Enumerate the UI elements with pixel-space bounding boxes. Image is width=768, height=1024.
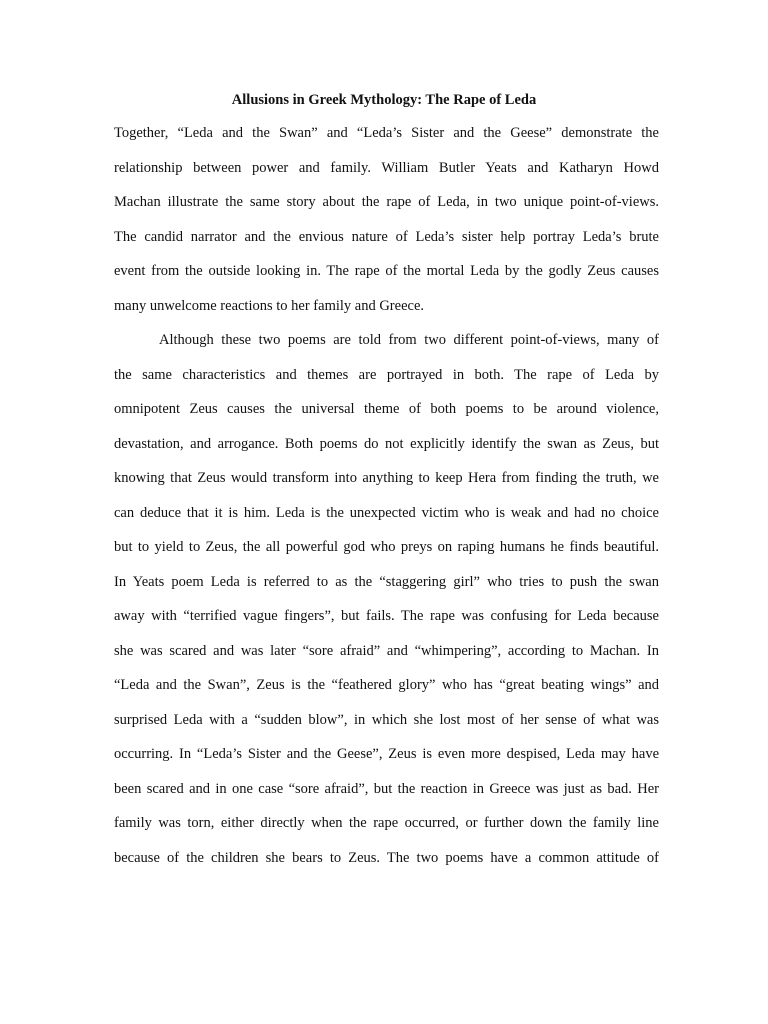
paragraph-2-line: surprised Leda with a “sudden blow”, in which she lost most of her sense of what was bbox=[114, 711, 659, 728]
paragraph-2-line: away with “terrified vague fingers”, but fails. The rape was confusing for Leda because bbox=[114, 608, 659, 624]
paragraph-2-line: omnipotent Zeus causes the universal theme of both poems to be around violence, bbox=[114, 401, 659, 417]
document-body bbox=[114, 123, 659, 882]
paragraph-2-line: the same characteristics and themes are portrayed in both. The rape of Leda by bbox=[114, 366, 659, 383]
paragraph-1-line: many unwelcome reactions to her family and Greece. bbox=[114, 297, 425, 314]
paragraph-2-line: she was scared and was later “sore afraid” and “whimpering”, according to Machan. In bbox=[114, 642, 659, 659]
paragraph-2-line: because of the children she bears to Zeus. The two poems have a common attitude of bbox=[114, 849, 659, 866]
paragraph-2-line: Although these two poems are told from two different point-of-views, many of bbox=[159, 332, 659, 348]
paragraph-1-line: event from the outside looking in. The rape of the mortal Leda by the godly Zeus causes bbox=[114, 263, 659, 279]
paragraph-1-line: The candid narrator and the envious nature of Leda’s sister help portray Leda’s brute bbox=[114, 228, 659, 245]
paragraph-2-line: knowing that Zeus would transform into anything to keep Hera from finding the truth, we bbox=[114, 470, 659, 486]
paragraph-2-line: In Yeats poem Leda is referred to as the “staggering girl” who tries to push the swan bbox=[114, 573, 659, 590]
paragraph-2-line: but to yield to Zeus, the all powerful god who preys on raping humans he finds beautiful. bbox=[114, 539, 659, 555]
paragraph-1-line: Machan illustrate the same story about the rape of Leda, in two unique point-of-views. bbox=[114, 194, 659, 210]
paragraph-2-line: been scared and in one case “sore afraid”, but the reaction in Greece was just as bad. Her bbox=[114, 780, 659, 797]
paragraph-2-line: “Leda and the Swan”, Zeus is the “feathered glory” who has “great beating wings” and bbox=[114, 677, 659, 693]
document-title: Allusions in Greek Mythology: The Rape of Leda bbox=[231, 92, 537, 108]
paragraph-1-line: Together, “Leda and the Swan” and “Leda’s Sister and the Geese” demonstrate the bbox=[114, 125, 659, 141]
paragraph-2-line: devastation, and arrogance. Both poems do not explicitly identify the swan as Zeus, but bbox=[114, 435, 659, 452]
paragraph-2-line: can deduce that it is him. Leda is the unexpected victim who is weak and had no choice bbox=[114, 504, 659, 521]
paragraph-1-line: relationship between power and family. William Butler Yeats and Katharyn Howd bbox=[114, 159, 659, 176]
paragraph-2-line: family was torn, either directly when the rape occurred, or further down the family line bbox=[114, 815, 659, 831]
paragraph-2-line: occurring. In “Leda’s Sister and the Geese”, Zeus is even more despised, Leda may have bbox=[114, 746, 659, 762]
